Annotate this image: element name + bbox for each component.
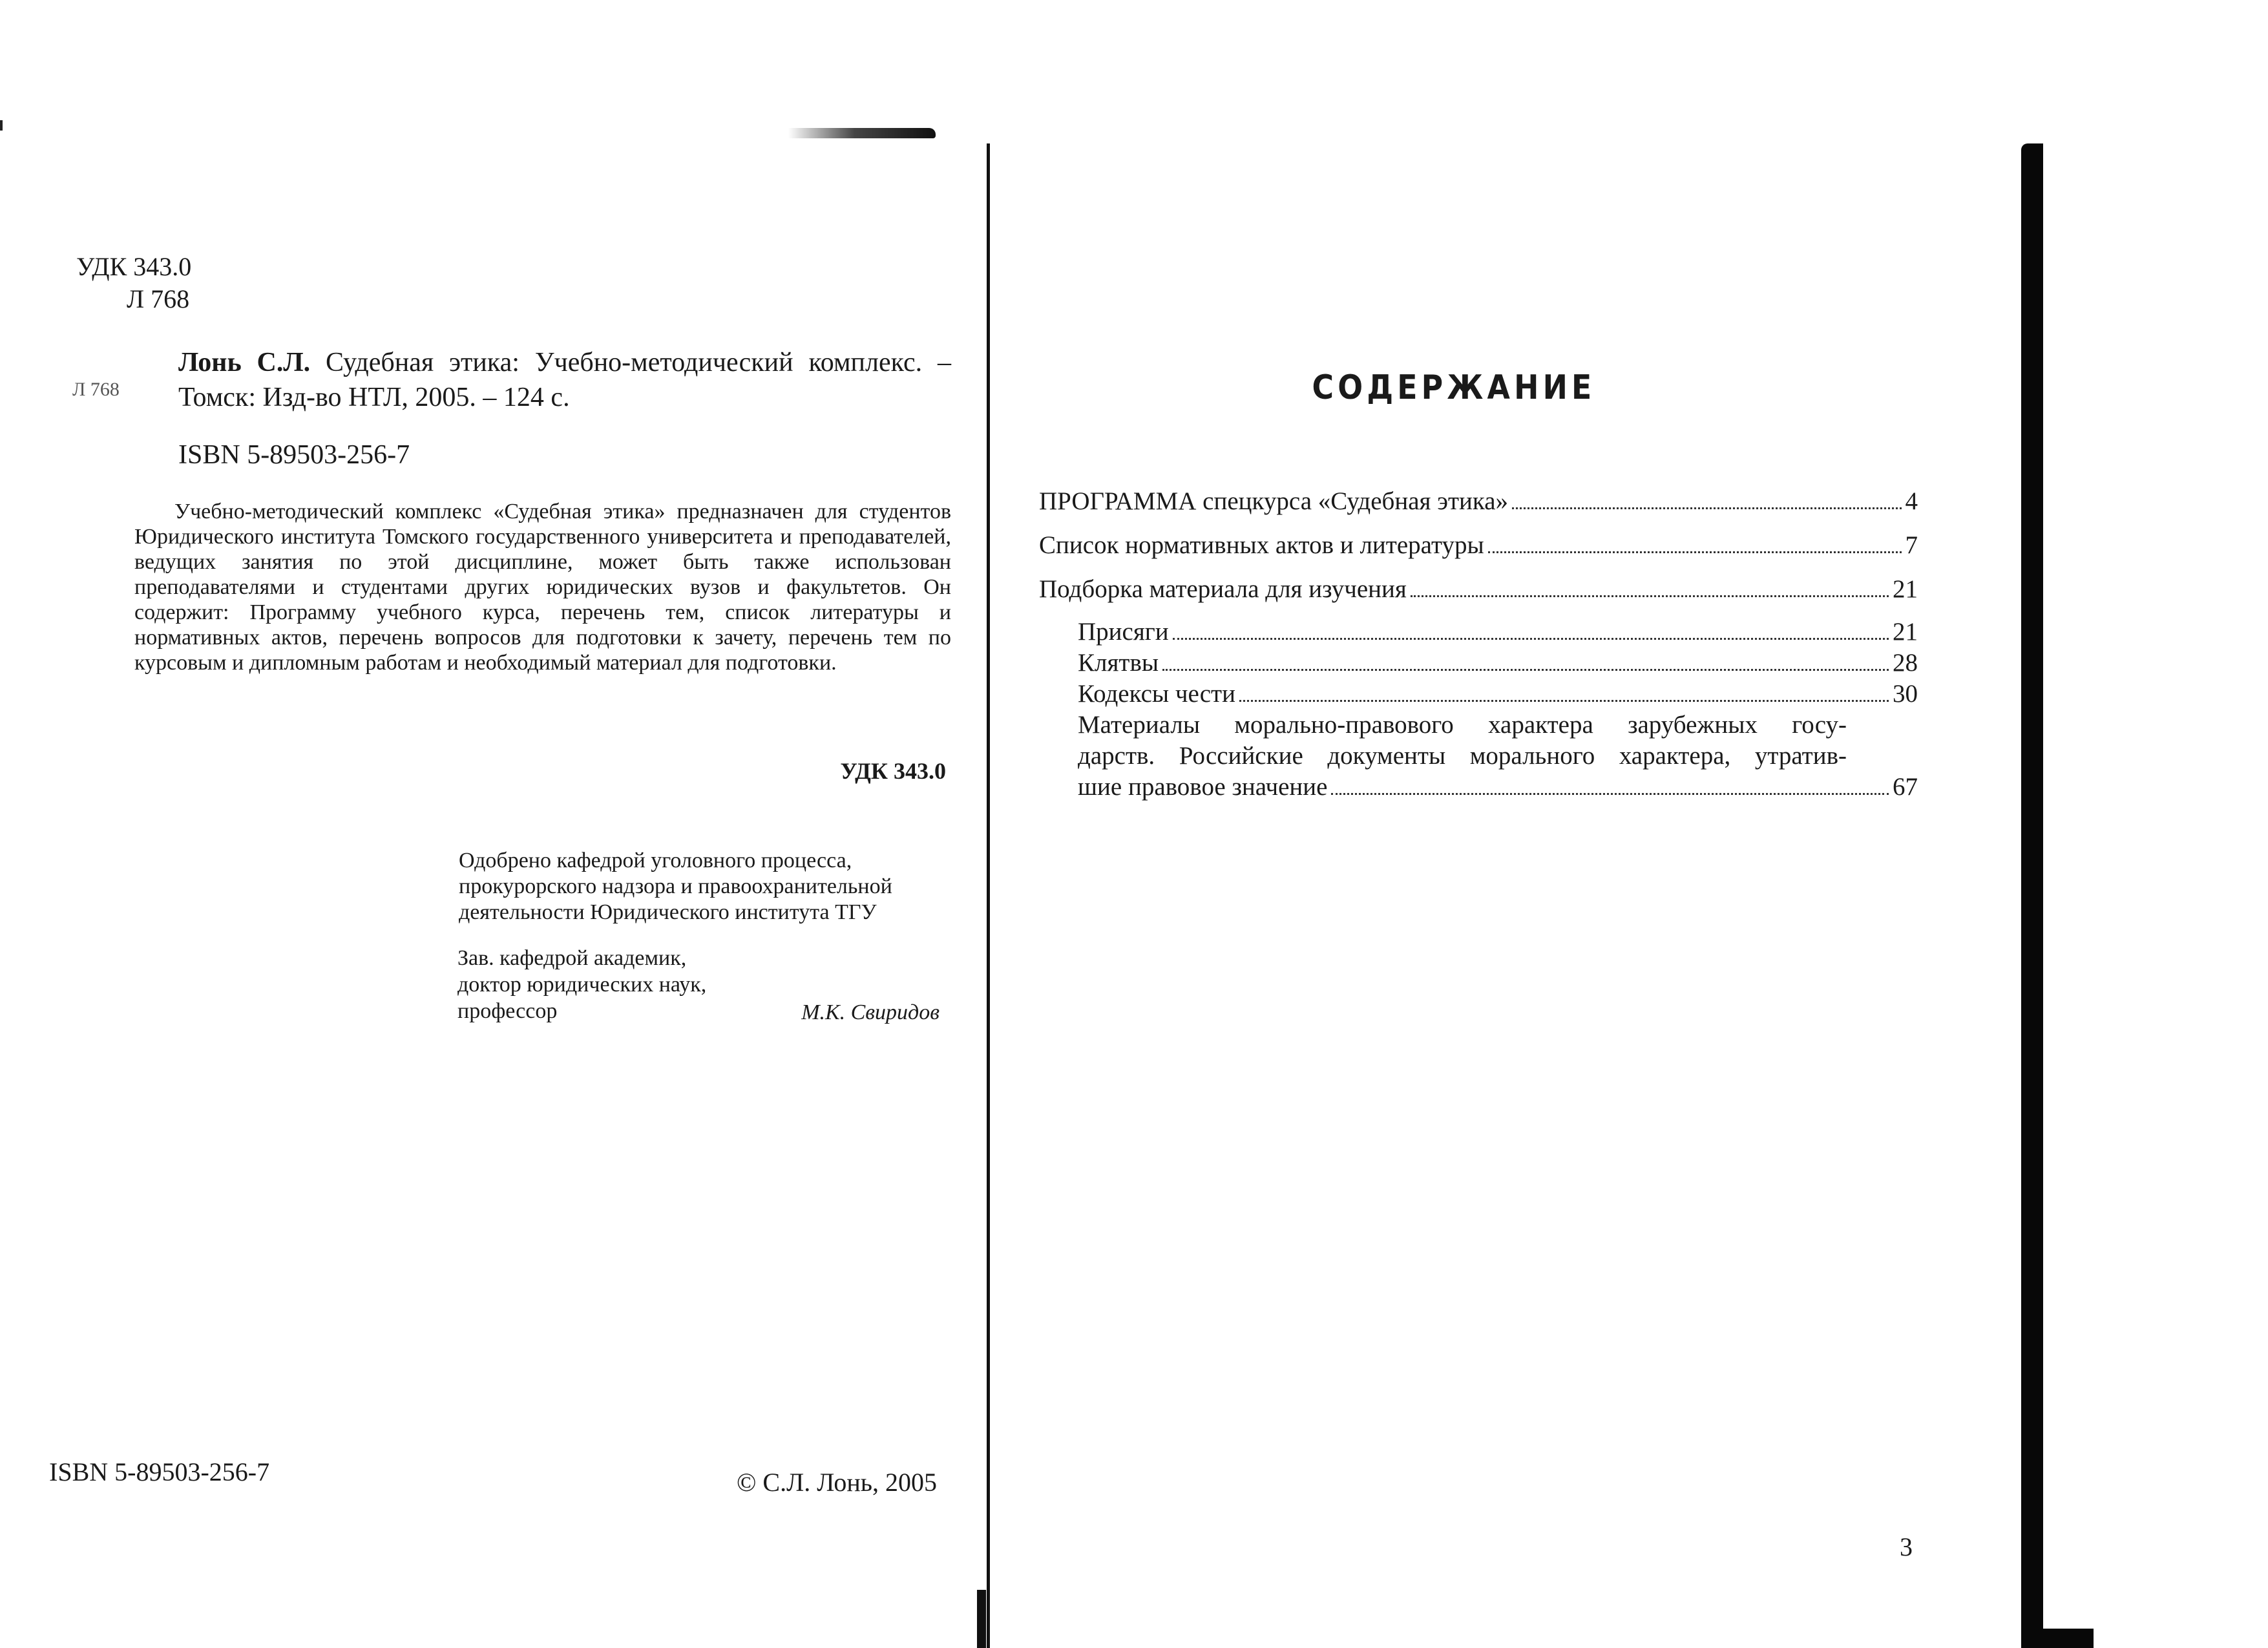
approval-line: деятельности Юридического института ТГУ xyxy=(459,900,877,924)
bibliographic-record xyxy=(178,345,951,415)
dot-leader xyxy=(1488,551,1902,553)
book-spine-line xyxy=(987,143,990,1648)
isbn: ISBN 5-89503-256-7 xyxy=(178,440,410,470)
toc-entry-page: 4 xyxy=(1905,487,1918,515)
toc-entry-page: 67 xyxy=(1893,773,1918,801)
head-title-line: профессор xyxy=(457,999,558,1023)
dot-leader xyxy=(1162,669,1889,671)
toc-entry-label: Клятвы xyxy=(1078,649,1159,677)
toc-entry-label-line: Материалы морально-правового характера зарубежных госу- xyxy=(1078,711,1847,739)
toc-entry-page: 30 xyxy=(1893,680,1918,708)
toc-subentry-last-line[interactable] xyxy=(1078,772,1918,803)
dot-leader xyxy=(1512,507,1901,509)
copyright: © С.Л. Лонь, 2005 xyxy=(737,1468,937,1497)
approval-note xyxy=(459,848,892,925)
toc-entry-label: Присяги xyxy=(1078,618,1169,646)
toc-subentry-multiline[interactable] xyxy=(1078,710,1847,772)
approval-line: прокурорского надзора и правоохранительной xyxy=(459,874,892,898)
toc-entry-page: 21 xyxy=(1893,618,1918,646)
isbn-bottom: ISBN 5-89503-256-7 xyxy=(49,1457,270,1486)
toc-subentry[interactable] xyxy=(1078,679,1918,710)
toc-entry[interactable] xyxy=(1039,574,1918,605)
table-of-contents xyxy=(1039,486,1918,803)
toc-entry-page: 7 xyxy=(1905,531,1918,559)
biblio-author: Лонь С.Л. xyxy=(178,348,311,377)
author-mark: Л 768 xyxy=(127,284,190,313)
toc-subentry[interactable] xyxy=(1078,617,1918,648)
toc-entry-page: 21 xyxy=(1893,575,1918,603)
page-edge-shadow xyxy=(2042,1629,2094,1648)
toc-entry[interactable] xyxy=(1039,530,1918,561)
margin-author-mark: Л 768 xyxy=(72,379,120,400)
scan-artifact xyxy=(0,120,3,131)
toc-entry-label-line: шие правовое значение xyxy=(1078,773,1328,801)
head-title-line: Зав. кафедрой академик, xyxy=(457,946,687,970)
udk-code-bold: УДК 343.0 xyxy=(840,758,946,784)
head-title-line: доктор юридических наук, xyxy=(457,973,707,997)
department-head xyxy=(457,945,706,1024)
toc-title: СОДЕРЖАНИЕ xyxy=(1312,368,1596,407)
approval-line: Одобрено кафедрой уголовного процесса, xyxy=(459,849,852,872)
toc-entry-label: Подборка материала для изучения xyxy=(1039,575,1407,603)
page-edge-shadow xyxy=(2021,143,2043,1648)
toc-entry-label-line: дарств. Российские документы морального характера, утратив- xyxy=(1078,742,1847,770)
scan-artifact xyxy=(788,128,936,138)
dot-leader xyxy=(1411,595,1889,597)
book-spine-shadow xyxy=(977,1590,986,1648)
toc-subentry[interactable] xyxy=(1078,648,1918,679)
head-name: М.К. Свиридов xyxy=(801,1000,940,1024)
toc-entry-label: ПРОГРАММА спецкурса «Судебная этика» xyxy=(1039,487,1509,515)
udk-code: УДК 343.0 xyxy=(76,252,192,281)
toc-entry-label: Список нормативных актов и литературы xyxy=(1039,531,1484,559)
biblio-description: Судебная этика: Учебно-методический комплекс. – Томск: Изд-во НТЛ, 2005. – 124 с. xyxy=(178,348,951,412)
dot-leader xyxy=(1331,793,1889,795)
toc-entry-label: Кодексы чести xyxy=(1078,680,1235,708)
abstract-paragraph: Учебно-методический комплекс «Судебная этика» предназначен для студентов Юридического института Томского государственного университета и преподавателей, ведущих занятия по этой дисциплине, может быть также использован преподавателями и студентами других юридических вузов и факультетов. Он содержит: Программу учебного курса, перечень тем, список литературы и нормативных актов, перечень вопросов для подготовки к зачету, перечень тем по курсовым и дипломным работам и необходимый материал для подготовки. xyxy=(134,500,951,675)
page-number: 3 xyxy=(1900,1532,1913,1561)
dot-leader xyxy=(1173,638,1889,640)
toc-entry-page: 28 xyxy=(1893,649,1918,677)
toc-entry[interactable] xyxy=(1039,486,1918,517)
dot-leader xyxy=(1239,700,1889,702)
